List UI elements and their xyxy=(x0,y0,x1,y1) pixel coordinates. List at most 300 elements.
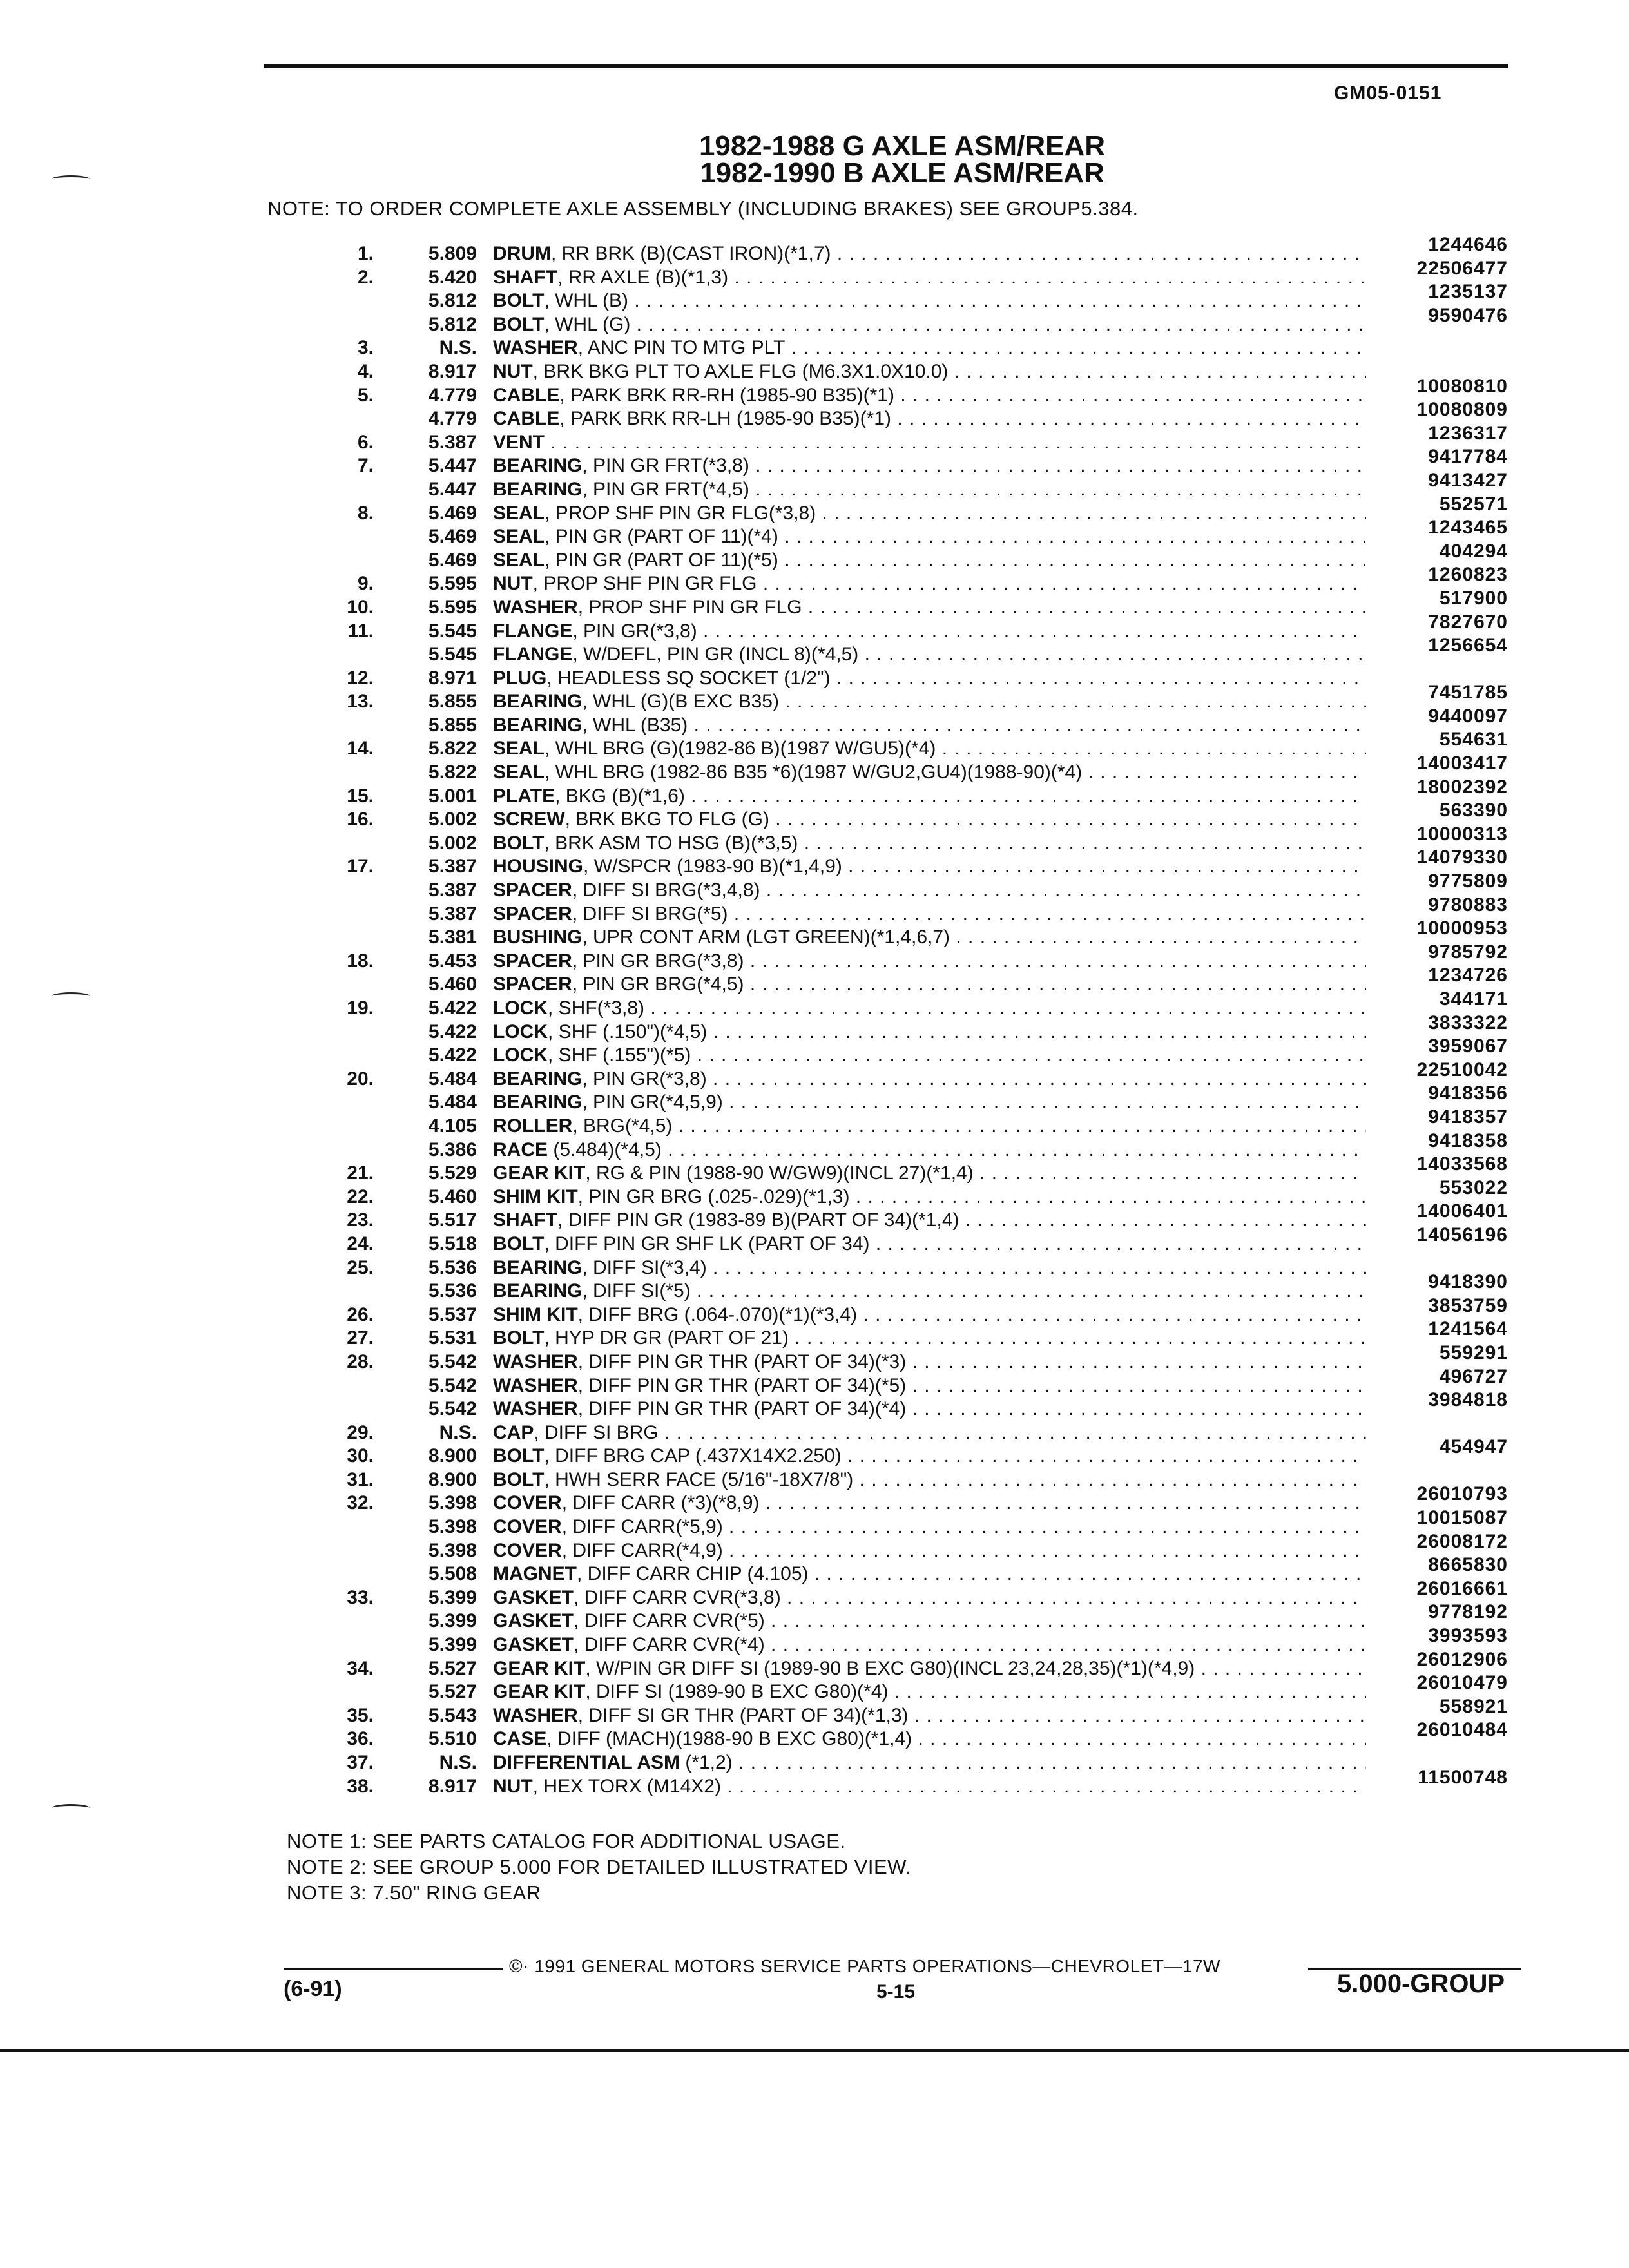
item-number: 4. xyxy=(357,360,374,382)
group-number: 5.422 xyxy=(428,1021,477,1043)
part-row xyxy=(316,1365,1521,1397)
group-number: 5.484 xyxy=(428,1068,477,1090)
part-row xyxy=(316,1507,1521,1538)
part-description xyxy=(493,359,1366,385)
item-number: 3. xyxy=(357,337,374,359)
group-number: 5.387 xyxy=(428,856,477,878)
part-detail: , W/DEFL, PIN GR (INCL 8)(*4,5) xyxy=(572,644,859,666)
item-number: 21. xyxy=(347,1162,374,1184)
group-number: 5.812 xyxy=(428,313,477,335)
part-number: 22506477 xyxy=(1416,257,1508,279)
page-subtitle: 1982-1990 B AXLE ASM/REAR xyxy=(700,157,1104,189)
part-row xyxy=(316,1467,1521,1491)
part-row xyxy=(316,1389,1521,1420)
group-number: 5.399 xyxy=(428,1586,477,1608)
group-number: 8.917 xyxy=(428,360,477,382)
part-name: SEAL xyxy=(493,549,545,571)
part-number: 8665830 xyxy=(1428,1554,1508,1576)
part-row xyxy=(316,753,1521,783)
part-name: SEAL xyxy=(493,526,545,548)
part-detail: , DIFF SI BRG(*3,4,8) xyxy=(572,879,760,901)
part-name: DIFFERENTIAL ASM xyxy=(493,1752,680,1773)
part-description xyxy=(493,760,1366,785)
part-description xyxy=(493,1726,1366,1752)
part-row xyxy=(316,666,1521,689)
group-number: 5.001 xyxy=(428,785,477,807)
part-description xyxy=(493,1656,1366,1682)
part-name: MAGNET xyxy=(493,1563,577,1585)
part-detail: , HWH SERR FACE (5/16"-18X7/8") xyxy=(544,1468,854,1490)
part-row xyxy=(316,517,1521,548)
group-number: 5.460 xyxy=(428,974,477,995)
part-detail: , HYP DR GR (PART OF 21) xyxy=(544,1327,789,1349)
group-number: 5.809 xyxy=(428,243,477,264)
group-number: 5.399 xyxy=(428,1610,477,1632)
part-detail: , DIFF CARR CVR(*3,8) xyxy=(574,1586,781,1608)
part-name: BEARING xyxy=(493,1091,583,1113)
part-description xyxy=(493,666,1366,691)
part-row xyxy=(316,635,1521,666)
part-description xyxy=(493,807,1366,832)
part-detail: , DIFF CARR(*4,9) xyxy=(561,1539,723,1561)
group-number: 5.542 xyxy=(428,1398,477,1420)
page-number: 5-15 xyxy=(876,1981,916,2003)
part-name: CAP xyxy=(493,1421,534,1443)
part-row xyxy=(316,1483,1521,1514)
part-description xyxy=(493,501,1366,526)
part-description xyxy=(493,948,1366,974)
group-number: 5.517 xyxy=(428,1209,477,1231)
part-number: 9418357 xyxy=(1428,1106,1508,1128)
part-name: NUT xyxy=(493,360,533,382)
group-number: N.S. xyxy=(439,1752,477,1773)
item-number: 26. xyxy=(347,1303,374,1325)
part-detail: , DIFF CARR CVR(*4) xyxy=(574,1634,765,1656)
part-name: VENT xyxy=(493,431,545,453)
part-row xyxy=(316,1035,1521,1066)
item-number: 16. xyxy=(347,809,374,831)
part-detail: , BKG (B)(*1,6) xyxy=(555,785,685,807)
part-name: GEAR KIT xyxy=(493,1657,586,1679)
item-number: 7. xyxy=(357,455,374,477)
part-description xyxy=(493,1420,1366,1446)
part-name: WASHER xyxy=(493,1398,578,1420)
part-detail: , RG & PIN (1988-90 W/GW9)(INCL 27)(*1,4) xyxy=(585,1162,974,1184)
part-description xyxy=(493,1019,1366,1045)
part-name: SCREW xyxy=(493,809,565,831)
part-number: 14006401 xyxy=(1416,1200,1508,1222)
part-number: 9418358 xyxy=(1428,1129,1508,1151)
part-detail: , WHL (G) xyxy=(544,313,631,335)
part-detail: , DIFF BRG (.064-.070)(*1)(*3,4) xyxy=(577,1303,858,1325)
part-name: CASE xyxy=(493,1728,547,1750)
part-row xyxy=(316,335,1521,359)
part-detail: , PIN GR BRG (.025-.029)(*1,3) xyxy=(577,1186,850,1207)
part-description xyxy=(493,453,1366,479)
part-detail: , WHL (G)(B EXC B35) xyxy=(582,691,779,713)
part-row xyxy=(316,1420,1521,1444)
part-description xyxy=(493,1231,1366,1257)
part-row xyxy=(316,1294,1521,1326)
part-row xyxy=(316,1625,1521,1656)
part-name: SHAFT xyxy=(493,266,557,288)
part-description xyxy=(493,571,1366,597)
part-description xyxy=(493,1632,1366,1658)
part-name: WASHER xyxy=(493,1350,578,1372)
group-number: 8.917 xyxy=(428,1775,477,1797)
part-row xyxy=(316,564,1521,595)
group-number: 8.900 xyxy=(428,1468,477,1490)
part-name: PLUG xyxy=(493,667,547,689)
part-row xyxy=(316,988,1521,1019)
part-name: SHAFT xyxy=(493,1209,557,1231)
part-description xyxy=(493,1490,1366,1516)
top-rule xyxy=(264,64,1508,68)
part-name: BEARING xyxy=(493,1256,583,1278)
part-detail: , BRK BKG TO FLG (G) xyxy=(564,809,769,831)
group-number: 5.595 xyxy=(428,596,477,618)
part-name: GEAR KIT xyxy=(493,1162,586,1184)
part-name: BOLT xyxy=(493,290,545,312)
part-detail: , DIFF CARR (*3)(*8,9) xyxy=(561,1492,760,1514)
part-name: LOCK xyxy=(493,1044,548,1066)
part-row xyxy=(316,422,1521,454)
part-number: 9417784 xyxy=(1428,446,1508,468)
part-name: WASHER xyxy=(493,1374,578,1396)
part-number: 10000313 xyxy=(1416,823,1508,845)
part-number: 3984818 xyxy=(1428,1389,1508,1411)
part-description xyxy=(493,524,1366,550)
part-row xyxy=(316,257,1521,289)
part-row xyxy=(316,1436,1521,1467)
part-description xyxy=(493,1066,1366,1092)
part-name: SHIM KIT xyxy=(493,1186,578,1207)
footnote: NOTE 2: SEE GROUP 5.000 FOR DETAILED ILLUSTRATED VIEW. xyxy=(287,1856,912,1878)
part-name: SHIM KIT xyxy=(493,1303,578,1325)
part-name: BOLT xyxy=(493,1327,545,1349)
part-detail: , PROP SHF PIN GR FLG xyxy=(532,573,757,595)
part-detail: , UPR CONT ARM (LGT GREEN)(*1,4,6,7) xyxy=(582,927,950,948)
footer-copyright: ©· 1991 GENERAL MOTORS SERVICE PARTS OPERATIONS—CHEVROLET—17W xyxy=(509,1956,1220,1976)
part-name: PLATE xyxy=(493,785,555,807)
item-number: 33. xyxy=(347,1586,374,1608)
part-detail: , PIN GR(*3,8) xyxy=(582,1068,707,1090)
part-number: 9778192 xyxy=(1428,1601,1508,1623)
part-row xyxy=(316,304,1521,336)
part-row xyxy=(316,1577,1521,1609)
part-detail: , SHF (.150")(*4,5) xyxy=(548,1021,708,1043)
part-description xyxy=(493,1255,1366,1281)
item-number: 29. xyxy=(347,1421,374,1443)
part-number: 11500748 xyxy=(1418,1766,1508,1788)
part-detail: , DIFF CARR CVR(*5) xyxy=(574,1610,765,1632)
part-detail: , DIFF SI BRG(*5) xyxy=(572,903,728,925)
part-number: 9780883 xyxy=(1428,894,1508,916)
part-name: WASHER xyxy=(493,337,578,359)
part-name: NUT xyxy=(493,573,533,595)
group-number: 5.855 xyxy=(428,714,477,736)
part-number: 10000953 xyxy=(1416,918,1508,939)
page-title: 1982-1988 G AXLE ASM/REAR xyxy=(699,130,1106,162)
item-number: 37. xyxy=(347,1752,374,1773)
part-name: LOCK xyxy=(493,997,548,1019)
part-description xyxy=(493,1184,1366,1210)
group-number: 4.779 xyxy=(428,408,477,430)
part-name: SEAL xyxy=(493,738,545,760)
part-detail: , HEX TORX (M14X2) xyxy=(532,1775,721,1797)
part-row xyxy=(316,1082,1521,1113)
part-number: 553022 xyxy=(1439,1177,1508,1198)
part-number: 496727 xyxy=(1439,1365,1508,1387)
item-number: 20. xyxy=(347,1068,374,1090)
part-number: 14003417 xyxy=(1416,753,1508,774)
part-detail: (5.484)(*4,5) xyxy=(548,1139,662,1160)
group-number: 5.536 xyxy=(428,1280,477,1302)
item-number: 22. xyxy=(347,1186,374,1207)
part-row xyxy=(316,894,1521,925)
group-number: 5.447 xyxy=(428,455,477,477)
item-number: 38. xyxy=(347,1775,374,1797)
part-description xyxy=(493,1325,1366,1351)
part-row xyxy=(316,1601,1521,1632)
part-detail: , PARK BRK RR-RH (1985-90 B35)(*1) xyxy=(559,384,894,406)
part-detail: , PROP SHF PIN GR FLG xyxy=(577,596,802,618)
part-row xyxy=(316,1177,1521,1208)
part-detail: , DIFF SI(*5) xyxy=(582,1280,691,1302)
part-description xyxy=(493,619,1366,644)
item-number: 24. xyxy=(347,1233,374,1254)
group-number: 5.822 xyxy=(428,762,477,783)
part-description xyxy=(493,854,1366,879)
part-name: SEAL xyxy=(493,502,545,524)
footnote: NOTE 3: 7.50" RING GEAR xyxy=(287,1881,541,1904)
part-number: 3993593 xyxy=(1428,1625,1508,1647)
group-number: 5.469 xyxy=(428,526,477,548)
part-description xyxy=(493,548,1366,573)
part-row xyxy=(316,1059,1521,1090)
item-number: 6. xyxy=(357,431,374,453)
part-name: SPACER xyxy=(493,950,572,972)
group-number: 5.595 xyxy=(428,573,477,595)
part-description xyxy=(493,265,1366,291)
part-row xyxy=(316,1200,1521,1231)
part-detail: , DIFF SI BRG xyxy=(534,1421,659,1443)
group-number: 5.537 xyxy=(428,1303,477,1325)
part-row xyxy=(316,1530,1521,1562)
group-number: 5.542 xyxy=(428,1350,477,1372)
group-number: 5.399 xyxy=(428,1634,477,1656)
part-number: 9440097 xyxy=(1428,705,1508,727)
part-number: 26008172 xyxy=(1416,1530,1508,1552)
part-detail: , DIFF (MACH)(1988-90 B EXC G80)(*1,4) xyxy=(546,1728,912,1750)
group-number: 5.508 xyxy=(428,1563,477,1585)
item-number: 32. xyxy=(347,1492,374,1514)
part-name: DRUM xyxy=(493,243,551,264)
part-row xyxy=(316,1648,1521,1680)
item-number: 12. xyxy=(347,667,374,689)
part-description xyxy=(493,689,1366,715)
part-description xyxy=(493,1113,1366,1139)
group-number: 5.398 xyxy=(428,1492,477,1514)
part-detail: , WHL BRG (G)(1982-86 B)(1987 W/GU5)(*4) xyxy=(545,738,936,760)
group-number: 4.105 xyxy=(428,1115,477,1137)
part-description xyxy=(493,831,1366,856)
group-number: 5.398 xyxy=(428,1539,477,1561)
part-number: 14079330 xyxy=(1416,847,1508,869)
group-number: 5.387 xyxy=(428,879,477,901)
part-row xyxy=(316,800,1521,831)
part-detail: , DIFF SI (1989-90 B EXC G80)(*4) xyxy=(585,1681,889,1703)
parts-list xyxy=(316,234,1521,1797)
part-number: 7451785 xyxy=(1428,682,1508,704)
group-number: 8.900 xyxy=(428,1445,477,1467)
part-description xyxy=(493,1561,1366,1587)
part-number: 3853759 xyxy=(1428,1294,1508,1316)
part-number: 10015087 xyxy=(1416,1507,1508,1529)
part-description xyxy=(493,713,1366,738)
part-name: BEARING xyxy=(493,691,583,713)
part-row xyxy=(316,1750,1521,1774)
part-row xyxy=(316,729,1521,760)
part-row xyxy=(316,776,1521,807)
part-number: 404294 xyxy=(1439,540,1508,562)
group-number: 5.545 xyxy=(428,620,477,642)
part-description xyxy=(493,288,1366,314)
part-name: LOCK xyxy=(493,1021,548,1043)
group-number: 5.536 xyxy=(428,1256,477,1278)
part-description xyxy=(493,1467,1366,1493)
part-row xyxy=(316,1719,1521,1750)
part-name: GEAR KIT xyxy=(493,1681,586,1703)
part-name: HOUSING xyxy=(493,856,584,878)
item-number: 5. xyxy=(357,384,374,406)
part-number: 14033568 xyxy=(1416,1153,1508,1175)
part-description xyxy=(493,925,1366,950)
part-name: BEARING xyxy=(493,478,583,500)
part-number: 552571 xyxy=(1439,493,1508,515)
bottom-rule xyxy=(0,2049,1629,2052)
part-number: 517900 xyxy=(1439,587,1508,609)
part-name: BEARING xyxy=(493,455,583,477)
group-number: 4.779 xyxy=(428,384,477,406)
item-number: 13. xyxy=(347,691,374,713)
part-number: 26010793 xyxy=(1416,1483,1508,1505)
group-number: 5.545 xyxy=(428,644,477,666)
part-number: 9418390 xyxy=(1428,1271,1508,1293)
group-number: 5.420 xyxy=(428,266,477,288)
part-detail: , W/PIN GR DIFF SI (1989-90 B EXC G80)(INCL 23,24,28,35)(*1)(*4,9) xyxy=(585,1657,1195,1679)
item-number: 15. xyxy=(347,785,374,807)
group-number: 5.518 xyxy=(428,1233,477,1254)
part-number: 1243465 xyxy=(1428,517,1508,539)
part-number: 1236317 xyxy=(1428,422,1508,444)
part-description xyxy=(493,477,1366,503)
group-number: 5.398 xyxy=(428,1516,477,1538)
part-detail: , W/SPCR (1983-90 B)(*1,4,9) xyxy=(583,856,842,878)
part-name: FLANGE xyxy=(493,620,573,642)
part-row xyxy=(316,1766,1521,1798)
part-description xyxy=(493,1349,1366,1375)
part-name: BEARING xyxy=(493,1068,583,1090)
binder-hole-mark xyxy=(52,992,90,1001)
part-number: 344171 xyxy=(1439,988,1508,1010)
part-row xyxy=(316,1012,1521,1043)
part-description xyxy=(493,736,1366,762)
part-description xyxy=(493,1538,1366,1564)
part-row xyxy=(316,375,1521,407)
part-name: SPACER xyxy=(493,974,572,995)
part-name: BEARING xyxy=(493,714,583,736)
group-number: 5.812 xyxy=(428,290,477,312)
part-row xyxy=(316,1271,1521,1302)
part-description xyxy=(493,1608,1366,1634)
group-number: 5.422 xyxy=(428,997,477,1019)
part-name: COVER xyxy=(493,1539,562,1561)
item-number: 18. xyxy=(347,950,374,972)
part-description xyxy=(493,383,1366,408)
part-detail: , BRK BKG PLT TO AXLE FLG (M6.3X1.0X10.0) xyxy=(532,360,949,382)
group-number: 5.387 xyxy=(428,431,477,453)
order-note: NOTE: TO ORDER COMPLETE AXLE ASSEMBLY (INCLUDING BRAKES) SEE GROUP5.384. xyxy=(267,197,1139,220)
part-description xyxy=(493,1396,1366,1422)
binder-hole-mark xyxy=(52,175,90,184)
part-row xyxy=(316,1255,1521,1279)
part-name: SPACER xyxy=(493,879,572,901)
part-number: 1256654 xyxy=(1428,635,1508,657)
part-name: ROLLER xyxy=(493,1115,573,1137)
part-detail: , RR AXLE (B)(*1,3) xyxy=(557,266,729,288)
part-detail: , DIFF SI GR THR (PART OF 34)(*1,3) xyxy=(577,1704,909,1726)
part-row xyxy=(316,1129,1521,1161)
part-row xyxy=(316,611,1521,642)
part-name: SPACER xyxy=(493,903,572,925)
part-detail: , HEADLESS SQ SOCKET (1/2") xyxy=(546,667,831,689)
group-number: N.S. xyxy=(439,1421,477,1443)
part-detail: , PARK BRK RR-LH (1985-90 B35)(*1) xyxy=(559,408,891,430)
part-detail: , DIFF PIN GR (1983-89 B)(PART OF 34)(*1,4) xyxy=(557,1209,959,1231)
group-number: 5.510 xyxy=(428,1728,477,1750)
part-description xyxy=(493,1514,1366,1540)
part-description xyxy=(493,595,1366,620)
part-detail: , DIFF CARR CHIP (4.105) xyxy=(577,1563,809,1585)
group-number: 5.822 xyxy=(428,738,477,760)
part-row xyxy=(316,1106,1521,1137)
item-number: 28. xyxy=(347,1350,374,1372)
part-name: SEAL xyxy=(493,762,545,783)
part-detail: , DIFF BRG CAP (.437X14X2.250) xyxy=(544,1445,842,1467)
part-row xyxy=(316,965,1521,995)
footer-rule-left xyxy=(284,1968,503,1970)
part-description xyxy=(493,312,1366,338)
group-number: 5.469 xyxy=(428,549,477,571)
part-row xyxy=(316,1695,1521,1727)
part-detail: , WHL (B35) xyxy=(582,714,688,736)
part-row xyxy=(316,1341,1521,1373)
group-number: 5.531 xyxy=(428,1327,477,1349)
group-number: 5.484 xyxy=(428,1091,477,1113)
group-number: 5.386 xyxy=(428,1139,477,1160)
part-row xyxy=(316,281,1521,312)
part-number: 14056196 xyxy=(1416,1224,1508,1245)
part-description xyxy=(493,1302,1366,1328)
item-number: 27. xyxy=(347,1327,374,1349)
part-name: FLANGE xyxy=(493,644,573,666)
part-name: BOLT xyxy=(493,1445,545,1467)
part-name: BOLT xyxy=(493,1233,545,1254)
part-description xyxy=(493,406,1366,432)
part-detail: , PIN GR(*3,8) xyxy=(572,620,697,642)
part-name: BOLT xyxy=(493,1468,545,1490)
